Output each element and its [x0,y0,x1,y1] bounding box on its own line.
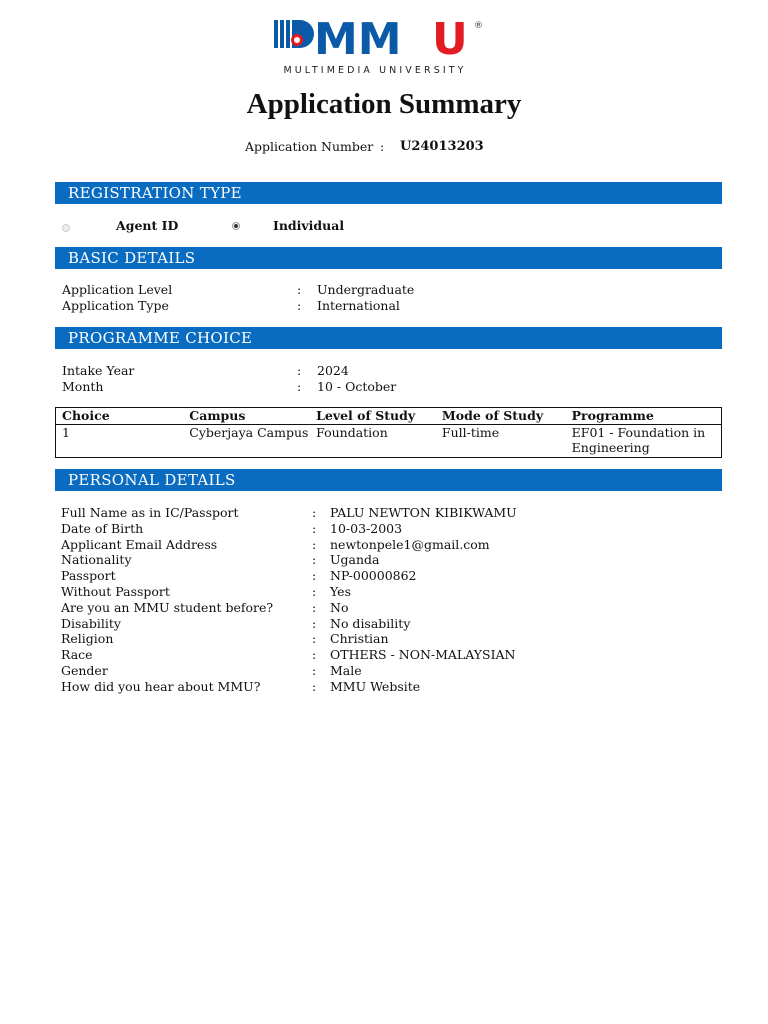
detail-colon: : [312,599,317,615]
cell-programme: EF01 - Foundation in Engineering [571,424,706,455]
detail-row [61,537,711,553]
column-header-campus: Campus [183,408,310,425]
detail-row [61,521,711,537]
detail-row [61,663,711,679]
detail-row [62,298,702,314]
detail-label: Disability [61,615,121,631]
application-number-value: U24013203 [400,139,484,154]
detail-label: Date of Birth [61,520,144,536]
detail-colon: : [312,583,317,599]
detail-value: Uganda [330,552,380,568]
application-number-label: Application Number [245,139,374,154]
detail-row [62,379,702,395]
detail-label: Applicant Email Address [61,536,218,552]
detail-row [61,631,711,647]
application-number-colon: : [380,139,385,154]
column-header-mode: Mode of Study [436,408,566,425]
detail-row [61,552,711,568]
detail-label: Gender [61,662,108,678]
section-registration-type: REGISTRATION TYPE [55,182,722,204]
detail-value: 10-03-2003 [330,520,403,536]
detail-value: International [317,297,400,313]
detail-label: Month [62,378,104,394]
detail-label: Race [61,647,93,663]
detail-label: Passport [61,568,116,584]
detail-colon: : [312,505,317,520]
logo-text-u: U [432,16,468,64]
detail-label: Full Name as in IC/Passport [61,505,239,520]
detail-value: 2024 [317,363,349,378]
detail-value: NP-00000862 [330,568,417,584]
programme-details-list [62,363,702,395]
page-title: Application Summary [246,88,522,120]
detail-label: Are you an MMU student before? [61,599,274,615]
detail-row [62,363,702,379]
detail-colon: : [312,520,317,536]
detail-value: MMU Website [330,678,421,694]
detail-label: How did you hear about MMU? [61,678,261,694]
registered-mark: ® [474,21,483,31]
logo-emblem [274,20,314,48]
detail-label: Application Type [62,297,169,313]
cell-mode: Full-time [441,424,500,440]
cell-level: Foundation [316,424,388,440]
detail-colon: : [312,568,317,584]
detail-label: Intake Year [62,363,135,378]
table-header-row [56,408,722,425]
detail-value: Christian [330,631,389,647]
table-row [56,424,722,457]
detail-colon: : [312,662,317,678]
detail-value: OTHERS - NON-MALAYSIAN [330,647,516,663]
detail-colon: : [312,678,317,694]
radio-individual[interactable] [232,222,240,230]
detail-label: Religion [61,631,114,647]
detail-colon: : [312,536,317,552]
basic-details-list [62,282,702,314]
mmu-logo-mark [272,16,486,64]
programme-choice-table [55,407,722,458]
section-personal-details: PERSONAL DETAILS [55,469,722,491]
detail-colon: : [297,297,302,313]
radio-agent-id-label: Agent ID [116,218,179,233]
detail-row [61,505,711,521]
column-header-programme: Programme [566,408,722,425]
detail-row [61,647,711,663]
detail-value: No [330,599,349,615]
detail-colon: : [297,363,302,378]
detail-colon: : [297,282,302,297]
detail-label: Without Passport [61,583,170,599]
logo-subtitle: MULTIMEDIA UNIVERSITY [283,65,467,76]
detail-value: Male [330,662,362,678]
column-header-choice: Choice [56,408,184,425]
detail-row [61,568,711,584]
detail-row [62,282,702,298]
detail-row [61,600,711,616]
detail-row [61,584,711,600]
column-header-level: Level of Study [310,408,436,425]
cell-choice: 1 [62,424,70,440]
detail-label: Nationality [61,552,132,568]
detail-label: Application Level [62,282,173,297]
radio-individual-label: Individual [273,218,345,233]
detail-value: No disability [330,615,411,631]
detail-colon: : [297,378,302,394]
detail-colon: : [312,615,317,631]
detail-colon: : [312,647,317,663]
mmu-logo [272,16,486,78]
detail-row [61,679,711,695]
radio-agent-id[interactable] [62,224,70,232]
detail-colon: : [312,552,317,568]
detail-value: Yes [330,583,351,599]
logo-text-mm: MM [314,16,402,64]
section-programme-choice: PROGRAMME CHOICE [55,327,722,349]
detail-value: 10 - October [317,378,397,394]
cell-campus: Cyberjaya Campus [189,424,309,440]
section-basic-details: BASIC DETAILS [55,247,722,269]
detail-value: PALU NEWTON KIBIKWAMU [330,505,517,520]
detail-colon: : [312,631,317,647]
detail-value: Undergraduate [317,282,415,297]
detail-row [61,616,711,632]
personal-details-list [61,505,711,695]
detail-value: newtonpele1@gmail.com [330,536,490,552]
